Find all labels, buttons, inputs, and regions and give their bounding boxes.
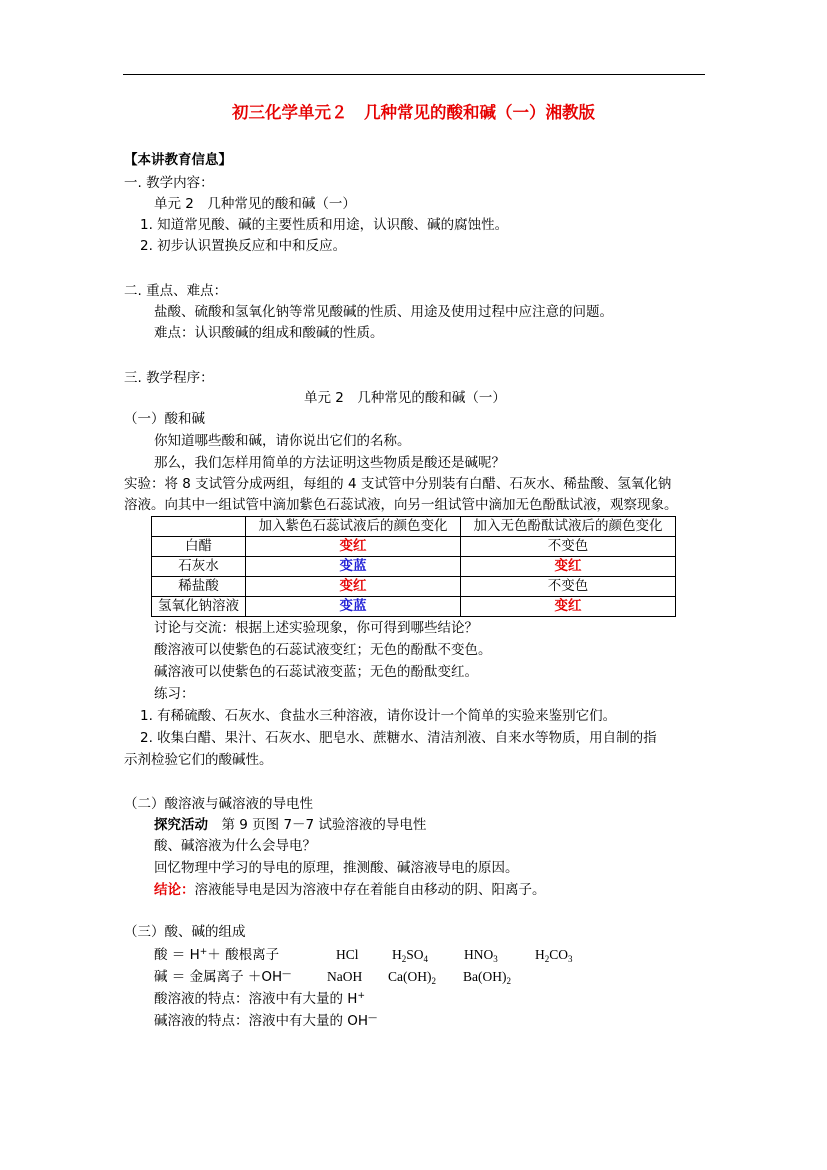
litmus-cell: 变蓝 <box>246 597 461 617</box>
example-caoh2: $Ca(OH)_2$ <box>388 969 436 986</box>
section3-center-title: 单元 2 几种常见的酸和碱（一） <box>304 390 506 406</box>
info-heading: 【本讲教育信息】 <box>124 152 232 168</box>
acid-def-rest: ＋ 酸根离子 <box>207 947 280 963</box>
litmus-cell: 变红 <box>246 577 461 597</box>
part1-p2: 那么，我们怎样用简单的方法证明这些物质是酸还是碱呢？ <box>154 455 505 471</box>
activity-label: 探究活动 <box>154 817 208 833</box>
example-hno3: $HNO_3$ <box>464 947 498 964</box>
phenol-cell: 变红 <box>461 557 676 577</box>
phenol-cell: 变红 <box>461 597 676 617</box>
section1-unit: 单元 2 几种常见的酸和碱（一） <box>154 196 356 212</box>
experiment-line-1: 实验：将 8 支试管分成两组，每组的 4 支试管中分别装有白醋、石灰水、稀盐酸、氢氧化钠 <box>124 476 672 492</box>
example-h2co3: $H_2CO_3$ <box>535 947 573 964</box>
table-row <box>152 577 676 597</box>
section3-heading: 三. 教学程序： <box>124 370 214 386</box>
part3-heading: （三）酸、碱的组成 <box>124 924 246 940</box>
activity-text: 第 9 页图 7－7 试验溶液的导电性 <box>208 817 427 833</box>
practice-label: 练习： <box>154 686 195 702</box>
conduct-recall: 回忆物理中学习的导电的原理，推测酸、碱溶液导电的原因。 <box>154 860 519 876</box>
practice-q2-line-1: 2. 收集白醋、果汁、石灰水、肥皂水、蔗糖水、清洁剂液、自来水等物质，用自制的指 <box>140 730 657 746</box>
acid-feature-text: 酸溶液的特点：溶液中有大量的 H <box>154 991 358 1007</box>
base-def-text: 碱 ＝ 金属离子 ＋OH <box>154 969 283 985</box>
table-row <box>152 597 676 617</box>
acid-feature-sup: + <box>357 991 365 1001</box>
section1-item-1: 1. 知道常见酸、碱的主要性质和用途，认识酸、碱的腐蚀性。 <box>140 217 509 233</box>
base-feature-sup: — <box>368 1013 378 1023</box>
substance-cell: 稀盐酸 <box>152 577 246 597</box>
base-feature <box>154 1011 377 1031</box>
table-header-cell <box>152 517 246 537</box>
section1-heading: 一. 教学内容： <box>124 175 214 191</box>
practice-q2-line-2: 示剂检验它们的酸碱性。 <box>124 752 273 768</box>
section1-item-2: 2. 初步认识置换反应和中和反应。 <box>140 238 347 254</box>
phenol-cell: 不变色 <box>461 577 676 597</box>
base-feature-text: 碱溶液的特点：溶液中有大量的 OH <box>154 1013 369 1029</box>
example-h2so4: $H_2SO_4$ <box>392 947 429 964</box>
conclusion-label: 结论： <box>154 882 195 898</box>
acid-def-text: 酸 ＝ H <box>154 947 200 963</box>
conclusion-line <box>154 880 546 900</box>
example-baoh2: $Ba(OH)_2$ <box>463 969 511 986</box>
acid-result: 酸溶液可以使紫色的石蕊试液变红；无色的酚酞不变色。 <box>154 642 492 658</box>
table-header-row <box>152 517 676 537</box>
page-title: 初三化学单元２ 几种常见的酸和碱（一）湘教版 <box>232 103 595 122</box>
acid-def-sup: + <box>199 947 208 957</box>
conduct-question: 酸、碱溶液为什么会导电？ <box>154 838 316 854</box>
acid-definition <box>154 945 279 965</box>
example-hcl: HCl <box>336 947 359 962</box>
part1-heading: （一）酸和碱 <box>124 411 205 427</box>
substance-cell: 氢氧化钠溶液 <box>152 597 246 617</box>
discussion: 讨论与交流：根据上述实验现象，你可得到哪些结论？ <box>154 620 478 636</box>
section2-key: 盐酸、硫酸和氢氧化钠等常见酸碱的性质、用途及使用过程中应注意的问题。 <box>154 304 613 320</box>
phenol-cell: 不变色 <box>461 537 676 557</box>
base-definition <box>154 967 291 987</box>
substance-cell: 石灰水 <box>152 557 246 577</box>
table-header-cell: 加入无色酚酞试液后的颜色变化 <box>461 517 676 537</box>
section2-difficulty: 难点：认识酸碱的组成和酸碱的性质。 <box>154 325 384 341</box>
part2-heading: （二）酸溶液与碱溶液的导电性 <box>124 796 313 812</box>
litmus-cell: 变红 <box>246 537 461 557</box>
substance-cell: 白醋 <box>152 537 246 557</box>
acid-feature <box>154 989 365 1009</box>
litmus-cell: 变蓝 <box>246 557 461 577</box>
base-def-sup: — <box>282 969 292 979</box>
experiment-line-2: 溶液。向其中一组试管中滴加紫色石蕊试液，向另一组试管中滴加无色酚酞试液，观察现象。 <box>124 497 678 513</box>
base-result: 碱溶液可以使紫色的石蕊试液变蓝；无色的酚酞变红。 <box>154 664 478 680</box>
table-row <box>152 557 676 577</box>
activity-line <box>154 815 426 835</box>
header-rule <box>123 74 705 75</box>
section2-heading: 二. 重点、难点： <box>124 283 228 299</box>
practice-q1: 1. 有稀硫酸、石灰水、食盐水三种溶液，请你设计一个简单的实验来鉴别它们。 <box>140 708 617 724</box>
experiment-table <box>151 516 676 617</box>
table-header-cell: 加入紫色石蕊试液后的颜色变化 <box>246 517 461 537</box>
example-naoh: NaOH <box>327 969 363 984</box>
part1-p1: 你知道哪些酸和碱，请你说出它们的名称。 <box>154 433 411 449</box>
table-row <box>152 537 676 557</box>
conclusion-text: 溶液能导电是因为溶液中存在着能自由移动的阴、阳离子。 <box>194 882 546 898</box>
